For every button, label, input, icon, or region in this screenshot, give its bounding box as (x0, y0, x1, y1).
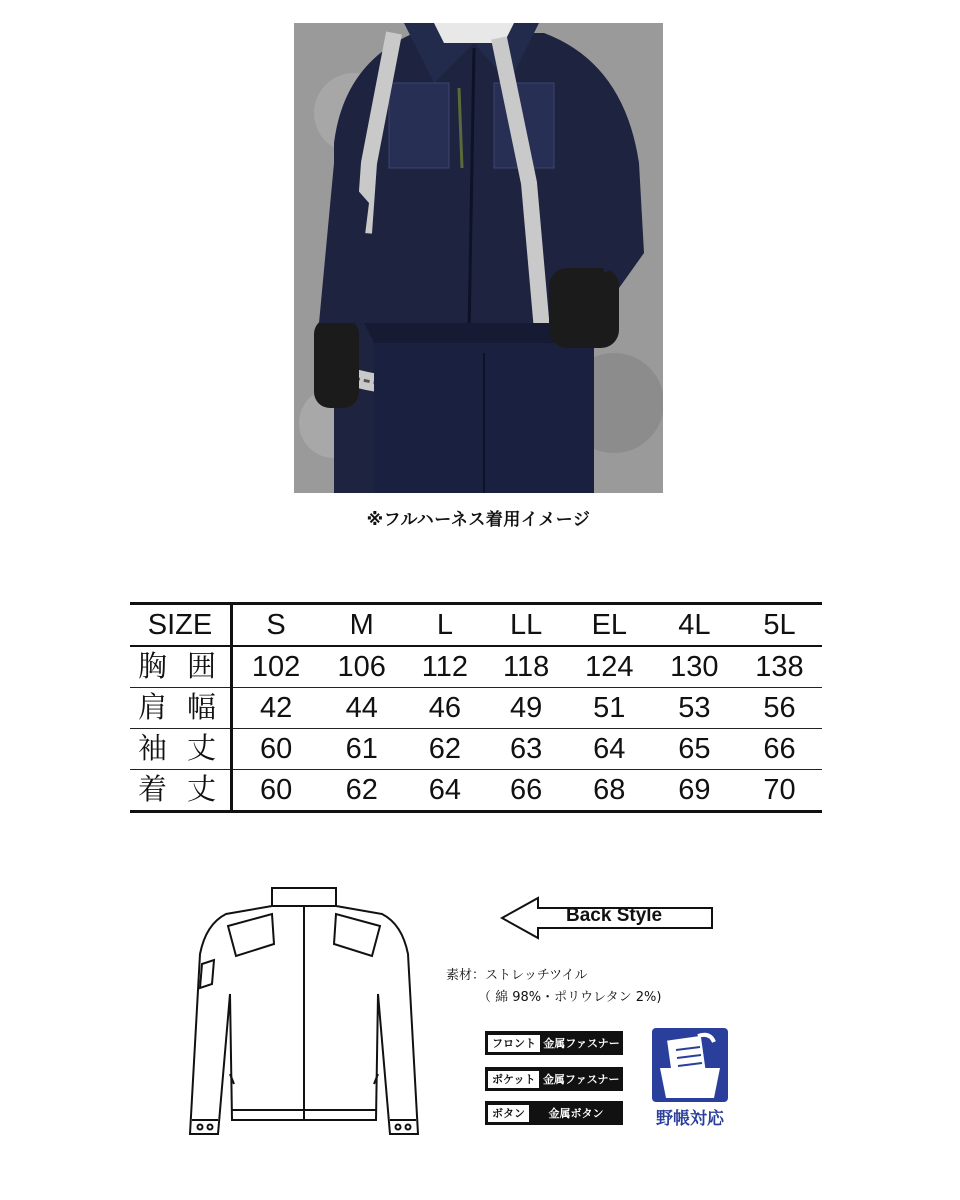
size-header-row (130, 604, 822, 647)
table-cell: 124 (567, 646, 652, 688)
table-cell: 106 (319, 646, 404, 688)
size-header-cell: M (319, 604, 404, 647)
table-cell: 51 (567, 688, 652, 729)
table-cell: 63 (486, 729, 567, 770)
table-cell: 56 (737, 688, 822, 729)
table-cell: 62 (404, 729, 485, 770)
table-cell: 65 (652, 729, 737, 770)
material-line-2: （ 綿 98%・ポリウレタン 2%) (478, 990, 662, 1005)
size-header-cell: LL (486, 604, 567, 647)
row-label: 肩 幅 (130, 688, 232, 729)
size-header-label: SIZE (130, 604, 232, 647)
table-cell: 68 (567, 770, 652, 812)
table-cell: 66 (486, 770, 567, 812)
table-cell: 112 (404, 646, 485, 688)
spec-value: 金属ファスナー (543, 1037, 620, 1050)
table-cell: 138 (737, 646, 822, 688)
table-cell: 70 (737, 770, 822, 812)
row-label: 胸 囲 (130, 646, 232, 688)
table-cell: 64 (404, 770, 485, 812)
table-cell: 60 (232, 729, 320, 770)
table-cell: 66 (737, 729, 822, 770)
table-row (130, 770, 822, 812)
size-header-cell: 5L (737, 604, 822, 647)
row-label: 着 丈 (130, 770, 232, 812)
table-row (130, 729, 822, 770)
table-row (130, 688, 822, 729)
spec-key: ボタン (488, 1105, 529, 1122)
table-cell: 62 (319, 770, 404, 812)
table-cell: 53 (652, 688, 737, 729)
notebook-badge (652, 1028, 728, 1129)
back-style-label: Back Style (566, 905, 663, 926)
table-cell: 64 (567, 729, 652, 770)
table-cell: 42 (232, 688, 320, 729)
table-cell: 46 (404, 688, 485, 729)
spec-front (485, 1031, 623, 1055)
photo-caption: ※フルハーネス着用イメージ (366, 510, 591, 530)
spec-key: ポケット (488, 1071, 539, 1088)
table-cell: 44 (319, 688, 404, 729)
table-cell: 60 (232, 770, 320, 812)
spec-pocket (485, 1067, 623, 1091)
jacket-back-icon (186, 884, 422, 1152)
spec-value: 金属ファスナー (542, 1073, 620, 1086)
size-chart-table (130, 602, 822, 813)
notebook-pocket-icon (652, 1028, 728, 1102)
material-line-1: 素材：ストレッチツイル (446, 968, 588, 983)
spec-key: フロント (488, 1035, 540, 1052)
size-header-cell: EL (567, 604, 652, 647)
size-header-cell: S (232, 604, 320, 647)
table-cell: 130 (652, 646, 737, 688)
size-header-cell: 4L (652, 604, 737, 647)
table-cell: 102 (232, 646, 320, 688)
size-header-cell: L (404, 604, 485, 647)
table-cell: 49 (486, 688, 567, 729)
product-photo (294, 23, 663, 493)
table-cell: 61 (319, 729, 404, 770)
jacket-back-drawing (186, 884, 422, 1152)
table-cell: 118 (486, 646, 567, 688)
harness-jacket-image (294, 23, 663, 493)
table-cell: 69 (652, 770, 737, 812)
row-label: 袖 丈 (130, 729, 232, 770)
material-info (446, 965, 661, 1009)
spec-value: 金属ボタン (548, 1107, 604, 1120)
spec-button (485, 1101, 623, 1125)
table-row (130, 646, 822, 688)
notebook-badge-label: 野帳対応 (656, 1109, 724, 1129)
